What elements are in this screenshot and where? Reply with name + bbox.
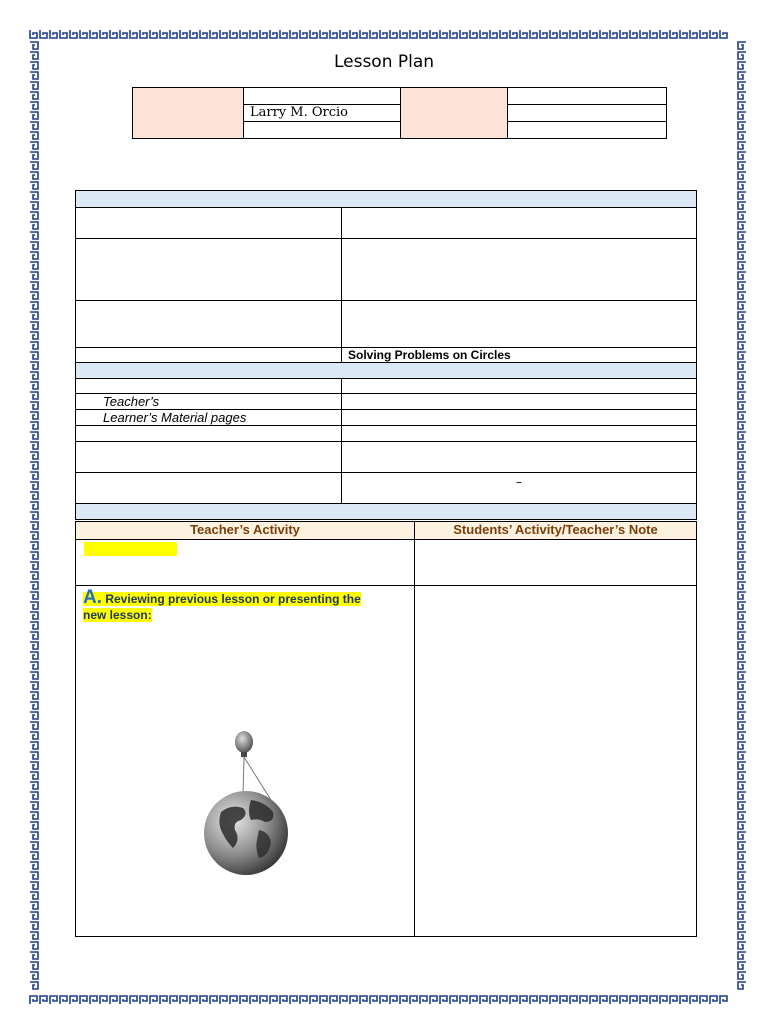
- row-value: [342, 410, 697, 426]
- review-section-heading: [83, 587, 361, 622]
- learners-material-label: Learner’s Material pages: [76, 410, 342, 426]
- header-value-cell-4: [508, 88, 667, 105]
- row-label: [76, 442, 342, 473]
- lesson-objectives-table: [75, 190, 697, 520]
- row-value: [342, 379, 697, 394]
- section-header-procedures: [76, 504, 697, 520]
- header-value-cell-1: [244, 88, 401, 105]
- dash-value: –: [342, 473, 697, 504]
- row-value: [342, 208, 697, 239]
- highlight-bar: [84, 542, 177, 556]
- section-header-resources: [76, 363, 697, 379]
- row-value: [342, 426, 697, 442]
- teacher-name: Larry M. Orcio: [244, 105, 401, 122]
- activity-table: [75, 521, 697, 937]
- section-letter: A.: [83, 587, 102, 608]
- row-value: [342, 442, 697, 473]
- row-label: [76, 379, 342, 394]
- header-value-cell-5: [508, 105, 667, 122]
- globe-icon: [204, 791, 288, 875]
- header-label-cell-1: [133, 88, 244, 139]
- section-text: Reviewing previous lesson or presenting the new lesson:: [83, 592, 361, 622]
- teachers-guide-label: Teacher’s: [76, 394, 342, 410]
- header-info-table: [132, 87, 667, 139]
- teacher-activity-header: Teacher’s Activity: [76, 522, 415, 540]
- row-value: [342, 394, 697, 410]
- activity-cell: [76, 540, 415, 586]
- row-label: [76, 208, 342, 239]
- header-value-cell-3: [244, 122, 401, 139]
- page-title: Lesson Plan: [333, 52, 435, 72]
- row-label: [76, 473, 342, 504]
- row-value: [342, 239, 697, 301]
- row-label: [76, 426, 342, 442]
- students-activity-header: Students’ Activity/Teacher’s Note: [415, 522, 697, 540]
- section-header-objectives: [76, 191, 697, 208]
- row-label: [76, 348, 342, 363]
- header-label-cell-2: [401, 88, 508, 139]
- globe-balloon-illustration: [199, 730, 299, 880]
- balloon-icon: [235, 731, 253, 753]
- header-value-cell-6: [508, 122, 667, 139]
- lesson-topic: Solving Problems on Circles: [342, 348, 697, 363]
- row-label: [76, 301, 342, 348]
- activity-cell: [415, 540, 697, 586]
- students-note-cell: [415, 586, 697, 937]
- row-label: [76, 239, 342, 301]
- row-value: [342, 301, 697, 348]
